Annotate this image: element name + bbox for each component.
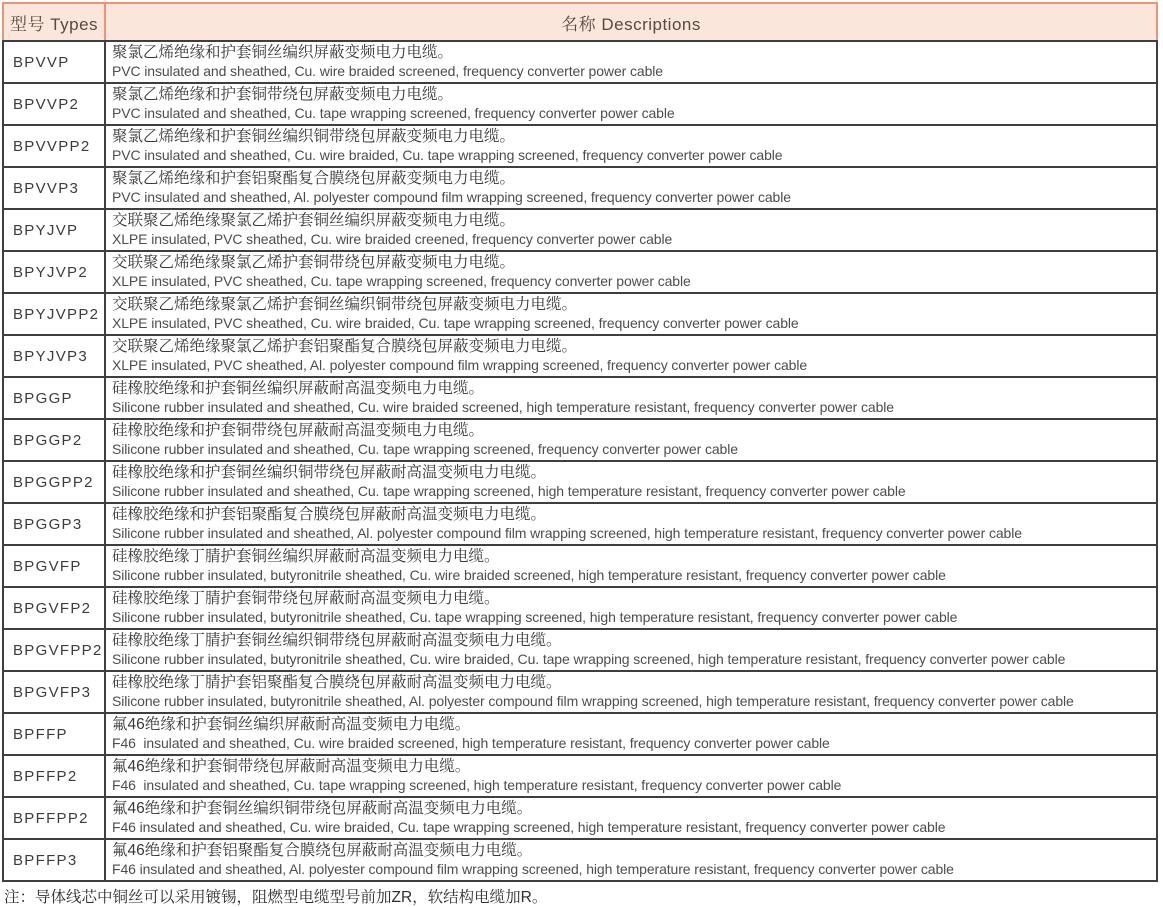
- table-row: [3, 293, 1157, 335]
- description-english: PVC insulated and sheathed, Cu. tape wrapping screened, frequency converter power cable: [112, 105, 675, 121]
- type-code: BPVVP2: [3, 83, 105, 125]
- type-code: BPVVP3: [3, 167, 105, 209]
- description-cell: [105, 293, 1157, 335]
- type-code: BPFFP3: [3, 839, 105, 881]
- table-row: [3, 167, 1157, 209]
- description-cell: [105, 797, 1157, 839]
- table-row: [3, 797, 1157, 839]
- description-chinese: 交联聚乙烯绝缘聚氯乙烯护套铜丝编织铜带绕包屏蔽变频电力电缆。: [112, 296, 578, 313]
- cable-types-table: [2, 2, 1158, 882]
- description-cell: [105, 629, 1157, 671]
- description-chinese: 硅橡胶绝缘和护套铜丝编织屏蔽耐高温变频电力电缆。: [112, 380, 485, 397]
- table-row: [3, 545, 1157, 587]
- description-chinese: 聚氯乙烯绝缘和护套铝聚酯复合膜绕包屏蔽变频电力电缆。: [112, 170, 516, 187]
- description-cell: [105, 335, 1157, 377]
- table-header-row: [3, 3, 1157, 41]
- description-cell: [105, 125, 1157, 167]
- table-row: [3, 251, 1157, 293]
- description-english: Silicone rubber insulated and sheathed, Cu. tape wrapping screened, high temperature resistant, frequency converter power cable: [112, 483, 906, 499]
- description-cell: [105, 755, 1157, 797]
- description-english: Silicone rubber insulated, butyronitrile sheathed, Cu. wire braided screened, high temperature resistant, frequency converter power cable: [112, 567, 946, 583]
- description-cell: [105, 419, 1157, 461]
- type-code: BPGGP: [3, 377, 105, 419]
- description-chinese: 聚氯乙烯绝缘和护套铜带绕包屏蔽变频电力电缆。: [112, 86, 454, 103]
- description-english: Silicone rubber insulated and sheathed, Cu. wire braided screened, high temperature resistant, frequency converter power cable: [112, 399, 894, 415]
- description-chinese: 氟46绝缘和护套铜丝编织铜带绕包屏蔽耐高温变频电力电缆。: [112, 800, 533, 817]
- description-english: PVC insulated and sheathed, Cu. wire braided screened, frequency converter power cable: [112, 63, 663, 79]
- description-chinese: 硅橡胶绝缘和护套铜丝编织铜带绕包屏蔽耐高温变频电力电缆。: [112, 464, 547, 481]
- description-cell: [105, 671, 1157, 713]
- table-row: [3, 713, 1157, 755]
- description-chinese: 硅橡胶绝缘丁腈护套铜带绕包屏蔽耐高温变频电力电缆。: [112, 590, 500, 607]
- description-cell: [105, 377, 1157, 419]
- description-english: XLPE insulated, PVC sheathed, Al. polyester compound film wrapping screened, frequency converter power cable: [112, 357, 808, 373]
- description-chinese: 硅橡胶绝缘和护套铜带绕包屏蔽耐高温变频电力电缆。: [112, 422, 485, 439]
- col-header-types: 型号 Types: [3, 3, 105, 41]
- description-english: F46 insulated and sheathed, Al. polyester compound film wrapping screened, high temperature resistant, frequency converter power cable: [112, 861, 954, 877]
- description-english: PVC insulated and sheathed, Cu. wire braided, Cu. tape wrapping screened, frequency converter power cable: [112, 147, 783, 163]
- table-row: [3, 419, 1157, 461]
- description-chinese: 硅橡胶绝缘丁腈护套铜丝编织铜带绕包屏蔽耐高温变频电力电缆。: [112, 632, 562, 649]
- type-code: BPYJVPP2: [3, 293, 105, 335]
- description-english: Silicone rubber insulated and sheathed, Cu. tape wrapping screened, frequency converter power cable: [112, 441, 738, 457]
- description-chinese: 聚氯乙烯绝缘和护套铜丝编织屏蔽变频电力电缆。: [112, 44, 454, 61]
- description-english: F46 insulated and sheathed, Cu. wire braided screened, high temperature resistant, frequency converter power cable: [112, 735, 830, 751]
- type-code: BPYJVP: [3, 209, 105, 251]
- description-chinese: 硅橡胶绝缘丁腈护套铜丝编织屏蔽耐高温变频电力电缆。: [112, 548, 500, 565]
- table-row: [3, 335, 1157, 377]
- table-row: [3, 83, 1157, 125]
- description-english: PVC insulated and sheathed, Al. polyester compound film wrapping screened, frequency converter power cable: [112, 189, 791, 205]
- footnote: 注：导体线芯中铜丝可以采用镀锡，阻燃型电缆型号前加ZR，软结构电缆加R。: [4, 889, 548, 906]
- col-header-descriptions: 名称 Descriptions: [105, 3, 1157, 41]
- description-english: XLPE insulated, PVC sheathed, Cu. wire braided creened, frequency converter power cable: [112, 231, 673, 247]
- table-row: [3, 209, 1157, 251]
- description-cell: [105, 41, 1157, 83]
- type-code: BPVVP: [3, 41, 105, 83]
- description-chinese: 氟46绝缘和护套铝聚酯复合膜绕包屏蔽耐高温变频电力电缆。: [112, 842, 533, 859]
- description-cell: [105, 209, 1157, 251]
- table-row: [3, 125, 1157, 167]
- type-code: BPVVPP2: [3, 125, 105, 167]
- description-chinese: 聚氯乙烯绝缘和护套铜丝编织铜带绕包屏蔽变频电力电缆。: [112, 128, 516, 145]
- description-cell: [105, 83, 1157, 125]
- description-chinese: 硅橡胶绝缘和护套铝聚酯复合膜绕包屏蔽耐高温变频电力电缆。: [112, 506, 547, 523]
- table-row: [3, 377, 1157, 419]
- description-chinese: 氟46绝缘和护套铜丝编织屏蔽耐高温变频电力电缆。: [112, 716, 471, 733]
- type-code: BPGGP2: [3, 419, 105, 461]
- description-chinese: 交联聚乙烯绝缘聚氯乙烯护套铜带绕包屏蔽变频电力电缆。: [112, 254, 516, 271]
- description-chinese: 氟46绝缘和护套铜带绕包屏蔽耐高温变频电力电缆。: [112, 758, 471, 775]
- description-english: XLPE insulated, PVC sheathed, Cu. tape wrapping screened, frequency converter power cable: [112, 273, 691, 289]
- type-code: BPGVFP: [3, 545, 105, 587]
- description-cell: [105, 251, 1157, 293]
- description-cell: [105, 587, 1157, 629]
- table-row: [3, 503, 1157, 545]
- description-cell: [105, 461, 1157, 503]
- table-row: [3, 671, 1157, 713]
- table-row: [3, 461, 1157, 503]
- type-code: BPGVFP2: [3, 587, 105, 629]
- description-english: F46 insulated and sheathed, Cu. tape wrapping screened, high temperature resistant, frequency converter power cable: [112, 777, 842, 793]
- description-cell: [105, 503, 1157, 545]
- type-code: BPYJVP2: [3, 251, 105, 293]
- table-row: [3, 41, 1157, 83]
- description-chinese: 硅橡胶绝缘丁腈护套铝聚酯复合膜绕包屏蔽耐高温变频电力电缆。: [112, 674, 562, 691]
- table-row: [3, 755, 1157, 797]
- type-code: BPYJVP3: [3, 335, 105, 377]
- table-row: [3, 587, 1157, 629]
- description-english: Silicone rubber insulated and sheathed, Al. polyester compound film wrapping screened, high temperature resistant, frequency converter power cable: [112, 525, 1022, 541]
- description-cell: [105, 545, 1157, 587]
- description-chinese: 交联聚乙烯绝缘聚氯乙烯护套铝聚酯复合膜绕包屏蔽变频电力电缆。: [112, 338, 578, 355]
- description-cell: [105, 839, 1157, 881]
- type-code: BPFFP: [3, 713, 105, 755]
- description-cell: [105, 713, 1157, 755]
- description-english: Silicone rubber insulated, butyronitrile sheathed, Al. polyester compound film wrapping screened, high temperature resistant, frequency converter power cable: [112, 693, 1074, 709]
- table-row: [3, 629, 1157, 671]
- table-body: [3, 41, 1157, 881]
- type-code: BPGGPP2: [3, 461, 105, 503]
- table-row: [3, 839, 1157, 881]
- description-cell: [105, 167, 1157, 209]
- description-english: F46 insulated and sheathed, Cu. wire braided, Cu. tape wrapping screened, high temperature resistant, frequency converter power cable: [112, 819, 946, 835]
- type-code: BPGVFPP2: [3, 629, 105, 671]
- description-english: XLPE insulated, PVC sheathed, Cu. wire braided, Cu. tape wrapping screened, frequency converter power cable: [112, 315, 799, 331]
- type-code: BPFFPP2: [3, 797, 105, 839]
- type-code: BPGVFP3: [3, 671, 105, 713]
- type-code: BPFFP2: [3, 755, 105, 797]
- type-code: BPGGP3: [3, 503, 105, 545]
- description-english: Silicone rubber insulated, butyronitrile sheathed, Cu. tape wrapping screened, high temperature resistant, frequency converter power cable: [112, 609, 958, 625]
- description-english: Silicone rubber insulated, butyronitrile sheathed, Cu. wire braided, Cu. tape wrapping screened, high temperature resistant, frequency converter power cable: [112, 651, 1066, 667]
- description-chinese: 交联聚乙烯绝缘聚氯乙烯护套铜丝编织屏蔽变频电力电缆。: [112, 212, 516, 229]
